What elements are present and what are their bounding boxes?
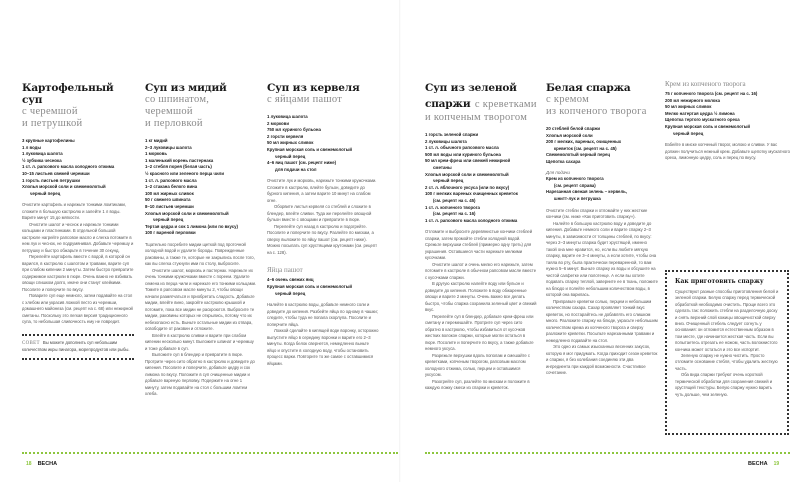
ingredient-item: Тертая цедра и сок 1 лимона (или по вкусу): [145, 223, 238, 229]
paragraph: Оба вида спаржи требуют очень короткой термической обработки для сохранения свежей и хрустящей текстуры. Белую спаржу нужно варить чуть дольше, чем зеленую.: [675, 372, 773, 397]
paragraph: Перелейте картофель вместе с водой, в которой он варился, в кастрюлю с шалотом и травами, варите суп при слабом кипении 2 минуты. Затем быстро превратите содержимое кастрюли в пюре. Очень важно не взбивать овощи слишком долго, иначе они станут клейкими. Посолите и поперчите по вкусу.: [22, 254, 134, 292]
paragraph: Очистите стебли спаржи и отломайте у них жесткие кончики (см. ниже «Как приготовить спаржу»).: [546, 207, 648, 220]
ingredient-item: сметаны: [433, 164, 452, 170]
recipe-subtitle: с черемшой: [22, 106, 78, 117]
paragraph: В другую кастрюлю налейте воду или бульон и доведите до кипения. Положите в воду обжаренные овощи и варите 2 минуты. Очень важно все делать быстро, чтобы спаржа сохранила зеленый цвет и свежий вкус.: [425, 281, 537, 313]
ingredient-item: 3 крупные картофелины: [22, 138, 75, 143]
ingredient-item: ½ зубчика чеснока: [22, 157, 62, 163]
ingredient-item: 1–2 стебля порея (белая часть): [145, 164, 212, 170]
paragraph: Отломите и выбросите деревянистые кончики стеблей спаржи, затем промойте стебли холодной водой. Срежьте верхушки стеблей (примерно одну треть) для украшения. Оставшиеся части нарежьте мелкими кусочками.: [425, 229, 533, 261]
footer-right: [748, 461, 779, 467]
ingredient-item: 1 маленький корень пастернака: [145, 157, 214, 163]
ingredient-item: 4–6 очень свежих яиц: [267, 277, 314, 283]
paragraph: Приправьте креветки солью, перцем и небольшим количеством сахара. Сахар проявляет тонкий вкус креветок, но постарайтесь не добавлять его слишком много. Разложите спаржу на блюде, украсьте небольшим количеством крема из копченого творога и сверху разложите креветки. Посыпьте нарезанными травами и немедленно подавайте на стол.: [546, 298, 658, 343]
ingredient-item: 1 ст. л. рапсового масла: [145, 177, 197, 183]
ingredient-item: Щепотка тертого мускатного ореха: [665, 117, 740, 123]
recipe-title: Картофельный суп: [22, 82, 114, 106]
page-gutter: [399, 0, 401, 482]
recipe-title: Суп из кервеля: [267, 82, 360, 94]
ingredient-item: 50 мл крем-фреш или свежей нежирной: [425, 158, 511, 164]
recipe-mussel-soup: [145, 82, 257, 398]
ingredient-item: 2–3 луковицы шалота: [145, 144, 192, 150]
asparagus-tips-box: [665, 270, 789, 435]
recipe-chervil-soup: [267, 82, 379, 367]
section-name: ВЕСНА: [37, 461, 58, 467]
subrecipe-title: Яйца пашот: [267, 266, 303, 275]
ingredient-list: [145, 138, 257, 237]
paragraph: Очистите шалот и очень мелко его нарежьте, затем потомите в кастрюле в обычном рапсовом масле вместе с кусочками спаржи.: [425, 261, 537, 280]
ingredient-item: 100 мл жирных сливок: [145, 190, 194, 196]
paragraph: Очистите шалот и чеснок и нарежьте тонкими кольцами и пластинками. В отдельной большой кастрюле нагрейте рапсовое масло и слегка потомите в нем лук и чеснок, не подрумянивая. Добавьте черемшу и петрушку и быстро обжарьте в течение 30 секунд.: [22, 221, 134, 253]
paragraph: Это одно из самых изысканных весенних закусок, которую я мог придумать. Когда приходит сезон креветок и спаржи, я без колебания соединяю эти два ингредиента при каждой возможности. Счастливое сочетание.: [546, 344, 658, 376]
ingredient-list: [22, 138, 134, 197]
ingredient-item: 750 мл куриного бульона: [267, 127, 321, 133]
footer-divider-left: [22, 452, 398, 454]
ingredient-item: Хлопья морской соли и свежемолотый: [425, 171, 509, 177]
paragraph: Влейте в кастрюлю сливки и варите при слабом кипении несколько минут. Выложите шпинат и черемшу и тоже добавьте в суп.: [145, 332, 254, 351]
recipe-body: [425, 229, 537, 392]
ingredient-item: (см. рецепт на с. 45): [433, 197, 476, 203]
ingredient-list: [267, 114, 379, 173]
recipe-green-asparagus-soup: [425, 82, 537, 392]
ingredient-item: Хлопья морской соли и свежемолотый: [145, 210, 229, 216]
box-body: [675, 289, 779, 398]
ingredient-list: [665, 91, 790, 137]
paragraph: Взбейте в миске копченый творог, молоко и сливки. У вас должен получиться нежный крем. Добавьте щепотку мускатного ореха, лимонную цедру, соль и перец по вкусу.: [665, 142, 790, 161]
paragraph: Зеленую спаржу не нужно чистить. Просто отломите основание стебля, чтобы удалить жесткую часть.: [675, 353, 778, 371]
ingredient-item: 1–2 стакана белого вина: [145, 184, 198, 190]
ingredient-item: 100 г мелких вареных очищенных креветок: [425, 191, 518, 197]
recipe-title: Суп из мидий: [145, 82, 227, 94]
ingredient-item: 2 ст. л. яблочного уксуса (или по вкусу): [425, 184, 510, 190]
ingredient-item: 1 горсть зеленой спаржи: [425, 132, 479, 137]
paragraph: Тщательно посребите мидии щеткой под проточной холодной водой и удалите бороды. Поврежденные раковины, а также те, которые не закрылись после того, как вы слегка стукнули ими по столу, выбросите.: [145, 241, 255, 267]
recipe-body: [267, 178, 379, 256]
ingredient-item: 1 кг мидий: [145, 138, 168, 143]
section-name: ВЕСНА: [748, 461, 768, 467]
ingredient-item: Мелко натертая цедра ½ лимона: [665, 110, 735, 116]
recipe-potato-soup: [22, 82, 134, 360]
ingredient-item: Крупная морская соль и свежемолотый: [267, 146, 353, 152]
paragraph: Налейте в большую кастрюлю воду и доведите до кипения. Добавьте немного соли и варите спаржу 2–3 минуты, в зависимости от толщины стеблей, по вкусу: через 2–3 минуты спаржа будет хрустящей, именно такой она мне нравится, но, если вы любите мягкую спаржу, варите ее 3–4 минуты, а если хотите, чтобы она таяла во рту, была практически переваренной, то вам нужно 5–6 минут. Выньте спаржу из воды и обсушите на чистой салфетке или полотенце. А если вы хотите подавать спаржу теплой, заверните ее в ткань, положите на блюдо и полейте небольшим количеством воды, в которой она варилась.: [546, 220, 658, 298]
recipe-subtitle: со шпинатом,: [145, 94, 210, 105]
ingredient-item: (см. рецепт на с. 16): [433, 211, 476, 217]
serving-list: [546, 176, 658, 202]
paragraph: Очистите картофель и нарежьте тонкими ломтиками, сложите в большую кастрюлю и залейте 1 л воды. Варите минут 15 до мягкости.: [22, 202, 127, 221]
ingredient-item: Щепотка сахара: [546, 158, 581, 164]
recipe-subtitle: с яйцами пашот: [267, 94, 343, 105]
ingredient-item: Свежемолотый черный перец: [546, 152, 611, 158]
ingredient-item: черный перец: [153, 217, 184, 223]
recipe-subtitle: и копченым творогом: [425, 112, 528, 123]
ingredient-item: 50 мл жирных сливок: [267, 140, 314, 146]
paragraph: Выложите суп в блендер и превратите в пюре. Протрите через сито обратно в кастрюлю и доведите до кипения. Посолите и поперчите, добавьте цедру и сок лимона по вкусу. Положите в суп очищенные мидии и добавьте вареную перловку. Подержите на огне 1 минуту, затем подавайте на стол с большим ломтем хлеба.: [145, 352, 255, 397]
recipe-title: Суп из зеленой: [425, 82, 517, 94]
box-title: Как приготовить спаржу: [675, 278, 764, 285]
paragraph: Очистите лук и морковь, нарежьте тонкими кружочками. Сложите в кастрюлю, влейте бульон, доведите до бурного кипения, а затем варите 10 минут на слабом огне.: [267, 178, 377, 203]
paragraph: Оборвите листья кервеля со стеблей и сложите в блендер, влейте сливки. Туда же перелейте овощной бульон вместе с овощами и превратите в пюре.: [267, 204, 372, 223]
ingredient-item: 1 ст. л. обычного рапсового масла: [425, 145, 499, 151]
page-number: 18: [26, 461, 32, 467]
ingredient-item: 8–10 листьев черемши: [145, 203, 194, 209]
ingredient-item: 1 морковь: [145, 151, 167, 157]
ingredient-item: 1 л воды: [22, 144, 42, 150]
recipe-body: [145, 242, 257, 398]
ingredient-item: 2 луковицы шалота: [425, 138, 467, 144]
ingredient-item: 200 мл нежирного молока: [665, 97, 720, 103]
ingredient-item: Нарезанная свежая зелень – кервель,: [546, 189, 628, 195]
ingredient-list: [546, 126, 658, 166]
paragraph: Налейте в кастрюлю воды, добавьте немного соли и доведите до кипения. Разбейте яйца по одному в чашки; следите, чтобы туда не попала скорлупа. Посолите и поперчите яйца.: [267, 302, 378, 327]
ingredient-item: Крем из копченого творога: [546, 176, 604, 182]
recipe-title: Белая спаржа: [546, 82, 631, 94]
ingredient-item: 1 ст. л. рапсового масла холодного отжима: [425, 217, 518, 223]
ingredient-item: 200 г мелких, вареных, очищенных: [546, 139, 622, 145]
ingredient-item: 50 г свежего шпината: [145, 197, 191, 203]
recipe-subtitle: и петрушкой: [22, 118, 83, 129]
paragraph: Разогрейте суп, разлейте по мискам и положите в каждую ложку смеси из спаржи и креветок.: [425, 378, 530, 391]
paragraph: Перелейте суп в блендер, добавьте крем-фреш или сметану и перемешайте. Протрите суп через сито обратно в кастрюлю, чтобы избавиться от кусочков жестких волокон спаржи, которые могли остаться в пюре. Посолите и поперчите по вкусу, а также добавьте немного уксуса.: [425, 313, 534, 352]
ingredient-item: 4–6 яиц пашот (см. рецепт ниже): [267, 160, 337, 166]
ingredient-item: (см. рецепт справа): [554, 182, 596, 188]
ingredient-item: 10–15 листьев свежей черемши: [22, 170, 90, 176]
ingredient-item: 2 моркови: [267, 120, 289, 126]
recipe-subtitle: с креветками: [474, 99, 537, 110]
paragraph: Поварите суп еще немного, затем подавайте на стол с хлебом или украсив ложкой песто из черемши, домашнего майонеза (см. рецепт на с. 68) или нежирной сметаны. Поскольку это легкая версия традиционного супа, то небольшая сливочность ему не повредит.: [22, 293, 133, 325]
subrecipe-ingredient-list: [267, 277, 379, 297]
recipe-subtitle: с кремом: [546, 94, 590, 105]
ingredient-item: черный перец: [30, 190, 61, 196]
ingredient-item: Хлопья морской соли: [546, 132, 593, 138]
ingredient-item: черный перец: [433, 178, 464, 184]
paragraph: Перелейте суп назад в кастрюлю и подогрейте. Посолите и поперчите по вкусу. Разлейте по мискам, а сверху выложите по яйцу пашот (см. рецепт ниже). Можно посыпать суп хрустящими крутонами (см. рецепт на с. 128).: [267, 223, 378, 255]
ingredient-item: креветок (см. рецепт на с. 45): [554, 145, 617, 151]
subrecipe-body: [267, 302, 379, 367]
recipe-title: Крем из копченого творога: [665, 80, 746, 88]
ingredient-item: Крупная морская соль и свежемолотый: [665, 123, 751, 129]
ingredient-item: Хлопья морской соли и свежемолотый: [22, 184, 106, 190]
ingredient-item: 1 луковица шалота: [22, 151, 63, 157]
ingredient-item: Крупная морская соль и свежемолотый: [267, 283, 353, 289]
ingredient-item: черный перец: [275, 153, 306, 159]
ingredient-item: 75 г копченого творога (см. рецепт на с. 16): [665, 91, 758, 96]
footer-left: [26, 461, 57, 467]
ingredient-item: 1 горсть листьев петрушки: [22, 177, 80, 183]
ingredient-list: [425, 132, 537, 224]
ingredient-item: черный перец: [673, 130, 704, 136]
paragraph: Очистите шалот, морковь и пастернак. Нарежьте их очень тонкими кружочками вместе с пореем. Удалите семена из перца чили и нарежьте его тонкими кольцами. Томите в рапсовом масле минуты 2, чтобы овощи начали размягчаться и приобретать сладость. Добавьте мидии, влейте вино, закройте кастрюлю крышкой и потомите, пока все мидии не раскроются. Выбросите те мидии, раковины которых не открылись, потому что их небезопасно есть. Выньте остальные мидии из отвара, освободите от раковин и отложите.: [145, 267, 257, 332]
tip-box: [22, 334, 134, 360]
ingredient-item: 500 мл воды или куриного бульона: [425, 151, 501, 157]
recipe-body: [22, 202, 134, 326]
recipe-subtitle: черемшой: [145, 106, 193, 117]
tip-label: СОВЕТ: [22, 340, 40, 346]
paragraph: Разрежьте верхушки вдоль пополам и смешайте с креветками, копченым творогом, рапсовым маслом холодного отжима, солью, перцем и оставшимся уксусом.: [425, 352, 531, 378]
ingredient-item: шнитт-лук и петрушка: [554, 195, 601, 201]
ingredient-item: 1 ст. л. рапсового масла холодного отжима: [22, 164, 115, 170]
recipe-white-asparagus: [546, 82, 658, 377]
ingredient-item: 50 мл жирных сливок: [665, 104, 712, 110]
ingredient-item: для подачи на стол: [275, 166, 317, 172]
footer-divider-right: [425, 452, 790, 454]
serving-label: Для подачи: [546, 169, 570, 175]
ingredient-item: ½ красного или зеленого перца чили: [145, 170, 225, 176]
ingredient-item: 1 ст. л. копченого творога: [425, 204, 480, 210]
paragraph: Существуют разные способы приготовления белой и зеленой спаржи. Белую спаржу перед термической обработкой необходимо очистить. Проще всего это сделать так: положить стебли на разделочную доску и снять верхний слой кожицы овощечисткой сверху вниз. Очищенный стебель следует согнуть у основания: он отломится естественным образом в том месте, где начинается жесткая часть. Если вы попытаетесь отрезать ее ножом, часть волокнистого кончика может остаться и это все испортит.: [675, 289, 779, 352]
recipe-title: спаржи: [425, 98, 471, 110]
recipe-subtitle: и перловкой: [145, 118, 203, 129]
recipe-subtitle: из копченого творога: [546, 106, 647, 117]
page-number: 19: [773, 461, 780, 467]
tip-text: Вы можете дополнить суп небольшим количеством икры пинагора, морепродуктов или рыбы.: [22, 339, 130, 353]
ingredient-item: 2 горсти кервеля: [267, 133, 304, 139]
ingredient-item: 1 луковица шалота: [267, 114, 308, 119]
recipe-body: [546, 208, 658, 377]
ingredient-item: 20 стеблей белой спаржи: [546, 126, 601, 131]
paragraph: Ложкой сделайте в кипящей воде воронку, осторожно выпустите яйцо в середину воронки и варите его 2–3 минуты. Когда белок свернется, немедленно выньте яйцо и опустите в холодную воду, чтобы остановить процесс варки. Повторите то же самое с оставшимися яйцами.: [267, 328, 379, 366]
ingredient-item: 100 г вареной перловки: [145, 230, 196, 236]
recipe-smoked-curd-cream: [665, 80, 790, 162]
recipe-body: [665, 142, 790, 162]
ingredient-item: черный перец: [275, 290, 306, 296]
